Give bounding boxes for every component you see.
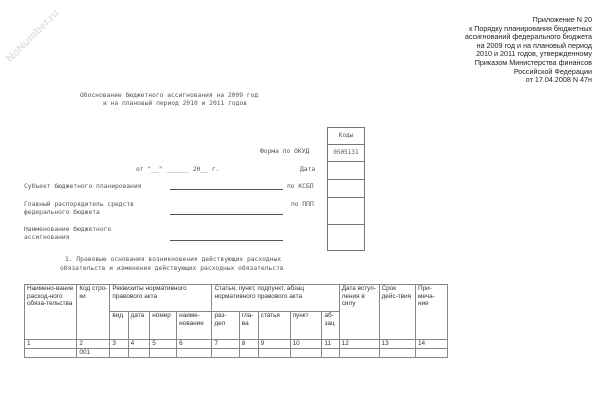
- appendix-line: Приказом Министерства финансов: [474, 57, 592, 67]
- header-validity: Срок дейс-твия: [379, 285, 415, 340]
- header-act-details: Реквизиты нормативного правового акта: [110, 285, 212, 312]
- table-cell[interactable]: [339, 348, 379, 357]
- okud-code: 0505131: [328, 145, 364, 162]
- column-number: 8: [239, 340, 258, 349]
- date-line: от "__" ______ 20__ г.: [136, 166, 220, 173]
- doc-title-2: и на плановый период 2010 и 2011 годов: [103, 100, 248, 107]
- ksbp-code-cell[interactable]: [328, 180, 364, 198]
- appendix-line: ассигнований федерального бюджета: [464, 32, 592, 42]
- table-cell[interactable]: [110, 348, 128, 357]
- subheader-cell: дата: [128, 312, 150, 340]
- ksbp-label: по КСБП: [287, 183, 314, 190]
- column-number: 10: [290, 340, 322, 349]
- column-number: 7: [212, 340, 239, 349]
- table-cell[interactable]: [177, 348, 212, 357]
- table-cell[interactable]: [379, 348, 415, 357]
- header-obligation-name: Наимено-вание расход-ного обяза-тельства: [25, 285, 77, 340]
- subheader-cell: аб-зац: [322, 312, 339, 340]
- table-cell[interactable]: [25, 348, 77, 357]
- appendix-line: 2010 и 2011 годов, утвержденному: [476, 49, 592, 59]
- codes-header: Коды: [328, 128, 364, 145]
- assignment-field[interactable]: [170, 240, 283, 241]
- appendix-line: к Порядку планирования бюджетных: [469, 23, 592, 33]
- subheader-cell: гла-ва: [239, 312, 258, 340]
- watermark: NoNumber.ru: [3, 7, 62, 65]
- grbs-label-2: федерального бюджета: [24, 209, 100, 216]
- subheader-cell: вид: [110, 312, 128, 340]
- header-article: Статья, пункт, подпункт, абзац нормативного правового акта: [212, 285, 339, 312]
- header-note: При-меча-ние: [416, 285, 448, 340]
- table-cell[interactable]: [150, 348, 177, 357]
- column-number: 9: [258, 340, 290, 349]
- section-title-2: обязательств и изменения действующих расходных обязательств: [60, 265, 284, 272]
- column-number: 11: [322, 340, 339, 349]
- subheader-cell: раз-дел: [212, 312, 239, 340]
- subheader-cell: пункт: [290, 312, 322, 340]
- ppp-label: по ППП: [291, 201, 314, 208]
- column-number: 5: [150, 340, 177, 349]
- table-cell[interactable]: [128, 348, 150, 357]
- column-number: 13: [379, 340, 415, 349]
- table-cell[interactable]: [290, 348, 322, 357]
- subject-label: Субъект бюджетного планирования: [24, 183, 142, 190]
- table-cell[interactable]: [416, 348, 448, 357]
- subject-field[interactable]: [170, 189, 283, 190]
- table-cell[interactable]: [212, 348, 239, 357]
- table-cell[interactable]: [258, 348, 290, 357]
- header-effective-date: Дата вступ-ления в силу: [339, 285, 379, 340]
- row-code-cell: 001: [77, 348, 110, 357]
- doc-title-1: Обоснование бюджетного ассигнования на 2009 год: [80, 92, 259, 99]
- subheader-cell: наиме-нование: [177, 312, 212, 340]
- column-number: 14: [416, 340, 448, 349]
- obligations-table: [24, 284, 448, 358]
- codes-box: [327, 127, 365, 251]
- table-row: [25, 348, 448, 357]
- table-cell[interactable]: [239, 348, 258, 357]
- column-number: 4: [128, 340, 150, 349]
- date-code-cell[interactable]: [328, 162, 364, 180]
- assignment-label-2: ассигнования: [24, 234, 70, 241]
- appendix-line: от 17.04.2008 N 47н: [525, 75, 592, 85]
- subheader-cell: номер: [150, 312, 177, 340]
- section-title-1: 1. Правовые основания возникновения действующих расходных: [65, 256, 282, 263]
- grbs-field[interactable]: [170, 214, 283, 215]
- subheader-cell: статья: [258, 312, 290, 340]
- column-number: 6: [177, 340, 212, 349]
- table-cell[interactable]: [322, 348, 339, 357]
- appendix-line: на 2009 год и на плановый период: [476, 40, 592, 50]
- assignment-label-1: Наименование бюджетного: [24, 226, 112, 233]
- appendix-line: Российской Федерации: [513, 66, 592, 76]
- form-okud-label: Форма по ОКУД: [260, 148, 310, 155]
- assignment-code-cell[interactable]: [328, 225, 364, 250]
- grbs-label-1: Главный распорядитель средств: [24, 201, 134, 208]
- date-label: Дата: [300, 166, 316, 173]
- column-number-row: [25, 340, 448, 349]
- column-number: 1: [25, 340, 77, 349]
- column-number: 12: [339, 340, 379, 349]
- appendix-note: [465, 16, 592, 85]
- appendix-line: Приложение N 20: [532, 15, 592, 24]
- header-row-code: Код стро-ки: [77, 285, 110, 340]
- column-number: 3: [110, 340, 128, 349]
- ppp-code-cell[interactable]: [328, 198, 364, 225]
- column-number: 2: [77, 340, 110, 349]
